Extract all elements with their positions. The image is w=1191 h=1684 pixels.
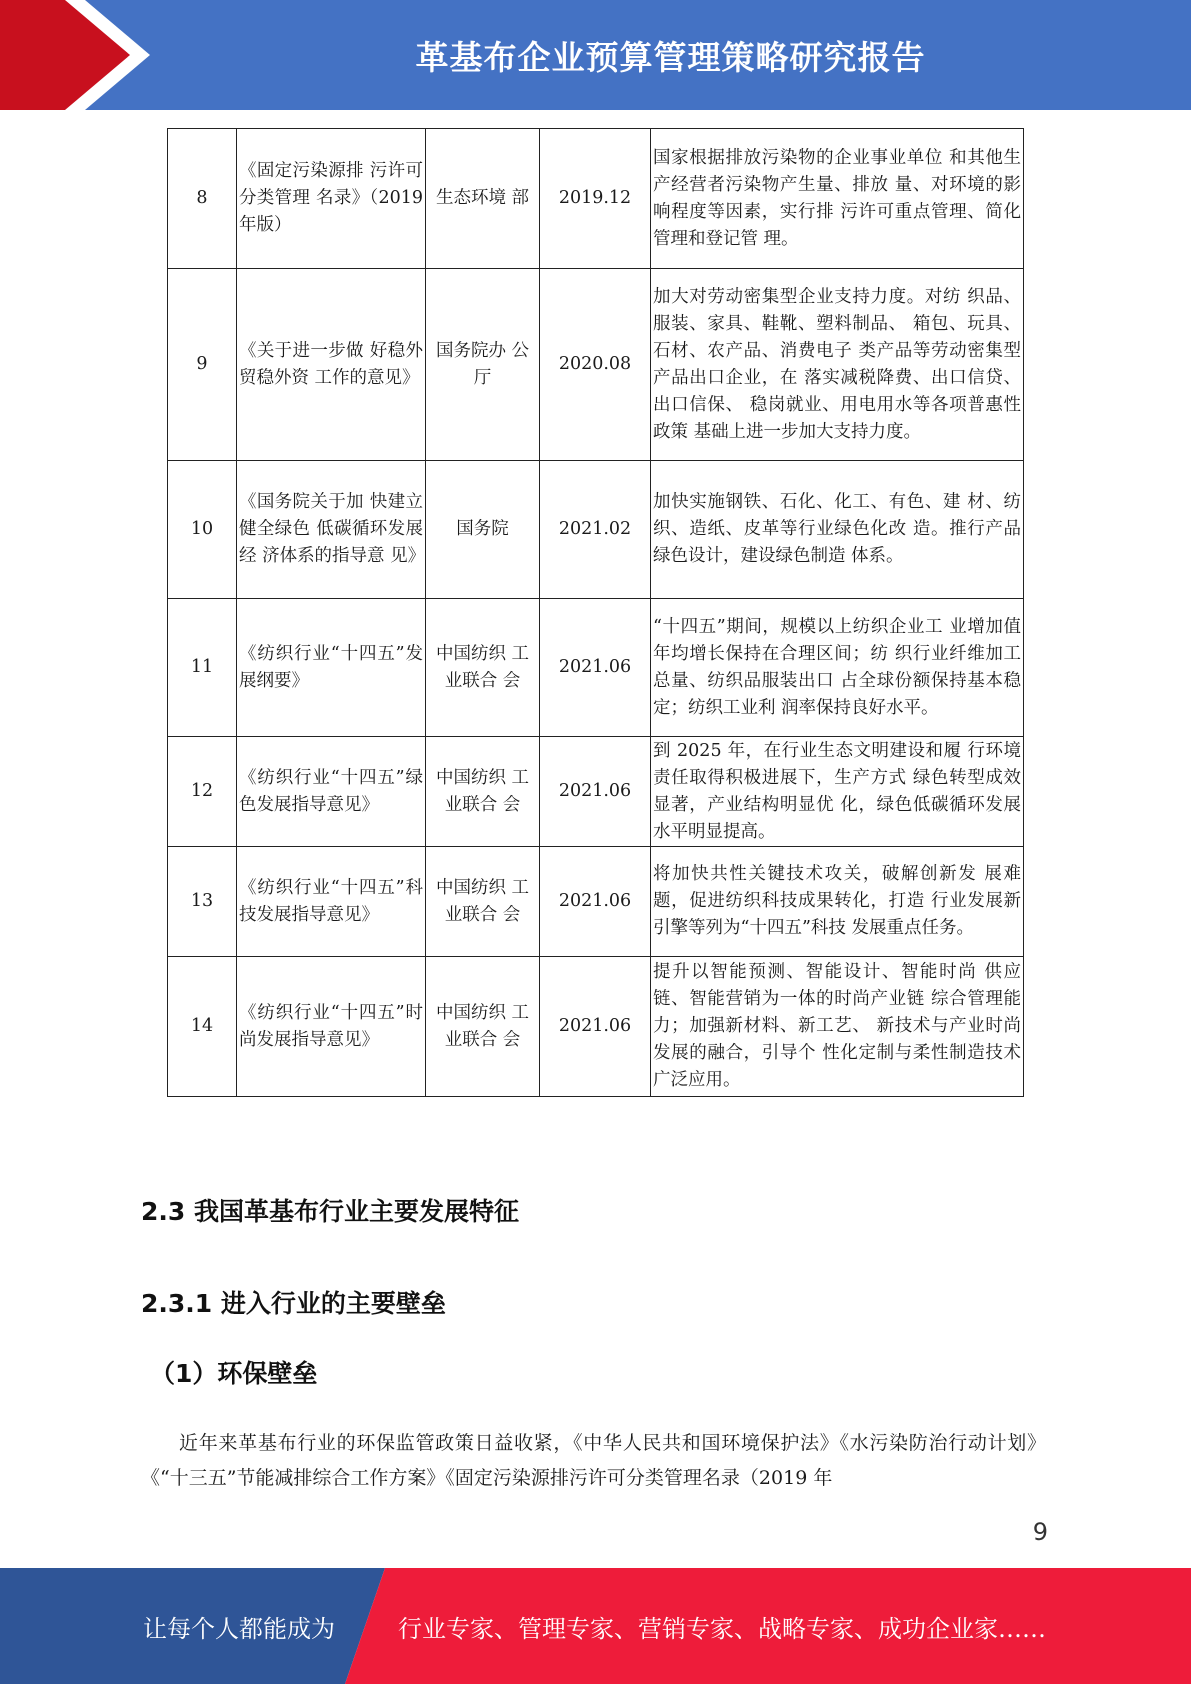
issuing-org: 中国纺织 工业联合 会 <box>426 737 540 847</box>
row-number: 11 <box>168 599 237 737</box>
table-row <box>168 957 1024 1097</box>
subsubsection-heading: （1）环保壁垒 <box>150 1359 318 1388</box>
issue-date: 2020.08 <box>540 269 651 461</box>
issuing-org: 国务院 <box>426 461 540 599</box>
policy-name: 《国务院关于加 快建立健全绿色 低碳循环发展经 济体系的指导意 见》 <box>237 461 426 599</box>
row-number: 9 <box>168 269 237 461</box>
table-row <box>168 847 1024 957</box>
policy-name: 《纺织行业“十四五”时尚发展指导意见》 <box>237 957 426 1097</box>
footer-slogan-left: 让每个人都能成为 <box>143 1614 335 1643</box>
issue-date: 2021.06 <box>540 599 651 737</box>
table-row <box>168 461 1024 599</box>
issuing-org: 中国纺织 工业联合 会 <box>426 957 540 1097</box>
issue-date: 2021.06 <box>540 847 651 957</box>
subsection-heading: 2.3.1 进入行业的主要壁垒 <box>141 1289 446 1318</box>
row-number: 13 <box>168 847 237 957</box>
issue-date: 2021.06 <box>540 737 651 847</box>
table-row <box>168 599 1024 737</box>
issue-date: 2021.06 <box>540 957 651 1097</box>
policy-description: 提升以智能预测、智能设计、智能时尚 供应链、智能营销为一体的时尚产业链 综合管理能力；加强新材料、新工艺、 新技术与产业时尚发展的融合，引导个 性化定制与柔性制造技术广泛应用。 <box>651 957 1024 1097</box>
policy-description: “十四五”期间，规模以上纺织企业工 业增加值年均增长保持在合理区间；纺 织行业纤维加工总量、纺织品服装出口 占全球份额保持基本稳定；纺织工业利 润率保持良好水平。 <box>651 599 1024 737</box>
issuing-org: 国务院办 公厅 <box>426 269 540 461</box>
issue-date: 2021.02 <box>540 461 651 599</box>
issuing-org: 中国纺织 工业联合 会 <box>426 847 540 957</box>
row-number: 10 <box>168 461 237 599</box>
table-row <box>168 129 1024 269</box>
issuing-org: 中国纺织 工业联合 会 <box>426 599 540 737</box>
policy-description: 加快实施钢铁、石化、化工、有色、建 材、纺织、造纸、皮革等行业绿色化改 造。推行产品绿色设计，建设绿色制造 体系。 <box>651 461 1024 599</box>
policy-description: 加大对劳动密集型企业支持力度。对纺 织品、服装、家具、鞋靴、塑料制品、 箱包、玩具、石材、农产品、消费电子 类产品等劳动密集型产品出口企业，在 落实减税降费、出口信贷、出口信保、 稳岗就业、用电用水等各项普惠性政策 基础上进一步加大支持力度。 <box>651 269 1024 461</box>
row-number: 8 <box>168 129 237 269</box>
row-number: 14 <box>168 957 237 1097</box>
section-heading: 2.3 我国革基布行业主要发展特征 <box>141 1197 519 1226</box>
policy-description: 到 2025 年，在行业生态文明建设和履 行环境责任取得积极进展下，生产方式 绿色转型成效显著，产业结构明显优 化，绿色低碳循环发展水平明显提高。 <box>651 737 1024 847</box>
report-title: 革基布企业预算管理策略研究报告 <box>415 37 926 77</box>
policy-name: 《纺织行业“十四五”科技发展指导意见》 <box>237 847 426 957</box>
policy-name: 《纺织行业“十四五”发展纲要》 <box>237 599 426 737</box>
policy-name: 《纺织行业“十四五”绿色发展指导意见》 <box>237 737 426 847</box>
page-number: 9 <box>1032 1518 1048 1546</box>
policy-description: 国家根据排放污染物的企业事业单位 和其他生产经营者污染物产生量、排放 量、对环境的影响程度等因素，实行排 污许可重点管理、简化管理和登记管 理。 <box>651 129 1024 269</box>
footer-banner <box>0 1568 1191 1684</box>
policy-description: 将加快共性关键技术攻关，破解创新发 展难题，促进纺织科技成果转化，打造 行业发展新引擎等列为“十四五”科技 发展重点任务。 <box>651 847 1024 957</box>
policy-name: 《关于进一步做 好稳外贸稳外资 工作的意见》 <box>237 269 426 461</box>
issue-date: 2019.12 <box>540 129 651 269</box>
header-banner <box>0 0 1191 110</box>
table-row <box>168 269 1024 461</box>
issuing-org: 生态环境 部 <box>426 129 540 269</box>
footer-slogan-right: 行业专家、管理专家、营销专家、战略专家、成功企业家…… <box>398 1614 1046 1643</box>
body-paragraph: 近年来革基布行业的环保监管政策日益收紧，《中华人民共和国环境保护法》《水污染防治行动计划》《“十三五”节能减排综合工作方案》《固定污染源排污许可分类管理名录（2019 年 <box>141 1432 1046 1489</box>
table-row <box>168 737 1024 847</box>
header-chevron-icon <box>0 0 160 110</box>
policy-table <box>167 128 1024 1097</box>
row-number: 12 <box>168 737 237 847</box>
policy-name: 《固定污染源排 污许可分类管理 名录》（2019 年版） <box>237 129 426 269</box>
